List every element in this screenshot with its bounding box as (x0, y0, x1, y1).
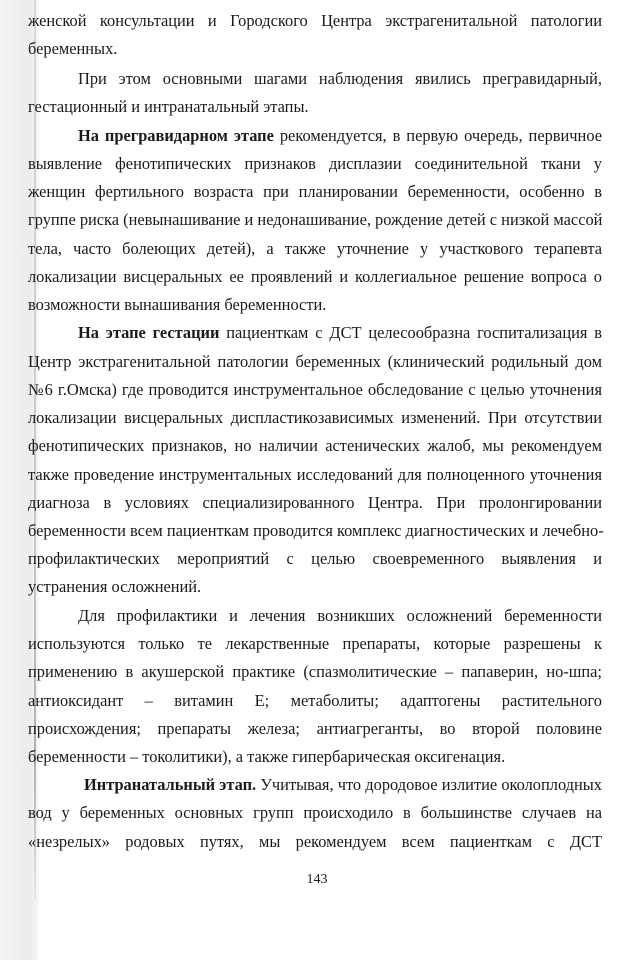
text-line: Учитывая, что дородовое излитие околоплодных (260, 775, 602, 794)
text-line: тела, часто болеющих детей), а также уточнение у участкового терапевта (28, 239, 602, 258)
pregravid-heading: На прегравидарном этапе (78, 126, 274, 145)
text-line: «незрелых» родовых путях, мы рекомендуем всем пациенткам с ДСТ (28, 832, 602, 851)
text-line: фенотипических признаков, но наличии астенических жалоб, мы рекомендуем (28, 436, 602, 455)
text-line: При этом основными шагами наблюдения явились прегравидарный, (78, 69, 602, 88)
text-line: женщин фертильного возраста при планировании беременности, особенно в (28, 182, 602, 201)
text-line: пациенткам с ДСТ целесообразна госпитализация в (226, 323, 602, 342)
text-line: профилактических мероприятий с целью своевременного выявления и (28, 549, 602, 568)
text-line: №6 г.Омска) где проводится инструментальное обследование с целью уточнения (28, 380, 602, 399)
text-line: диагноза в условиях специализированного Центра. При пролонгировании (28, 493, 602, 512)
page-number: 143 (306, 872, 328, 887)
text-line: используются только те лекарственные препараты, которые разрешены к (28, 634, 602, 653)
text-line: Для профилактики и лечения возникших осложнений беременности (78, 606, 602, 625)
text-line: локализации висцеральных ее проявлений и коллегиальное решение вопроса о (28, 267, 602, 286)
text-line: антиоксидант – витамин Е; метаболиты; адаптогены растительного (28, 691, 602, 710)
text-line: беременных. (28, 39, 118, 58)
text-line: гестационный и интранатальный этапы. (28, 97, 309, 116)
text-line: происхождения; препараты железа; антиагреганты, во второй половине (28, 719, 602, 738)
text-line: выявление фенотипических признаков дисплазии соединительной ткани у (28, 154, 602, 173)
paragraph-first-line (78, 123, 602, 149)
paragraph-first-line (84, 772, 602, 798)
text-line: Центр экстрагенитальной патологии беременных (клинический родильный дом (28, 352, 602, 371)
text-line: беременности – токолитики), а также гипербарическая оксигенация. (28, 747, 506, 766)
text-line: группе риска (невынашивание и недонашивание, рождение детей с низкой массой (28, 210, 603, 229)
text-line: возможности вынашивания беременности. (28, 295, 327, 314)
text-line: беременности всем пациенткам проводится комплекс диагностических и лечебно- (28, 521, 604, 540)
text-line: рекомендуется, в первую очередь, первичное (279, 126, 602, 145)
text-line: вод у беременных основных групп происходило в большинстве случаев на (28, 803, 602, 822)
intranatal-heading: Интранатальный этап. (84, 775, 257, 794)
text-line: устранения осложнений. (28, 577, 202, 596)
text-line: женской консультации и Городского Центра экстрагенитальной патологии (28, 11, 602, 30)
text-line: также проведение инструментальных исследований для полноценного уточнения (28, 465, 602, 484)
gestation-heading: На этапе гестации (78, 323, 220, 342)
paragraph-first-line (78, 320, 602, 346)
text-line: локализации висцеральных диспластикозависимых изменений. При отсутствии (28, 408, 602, 427)
text-line: применению в акушерской практике (спазмолитические – папаверин, но-шпа; (28, 662, 602, 681)
